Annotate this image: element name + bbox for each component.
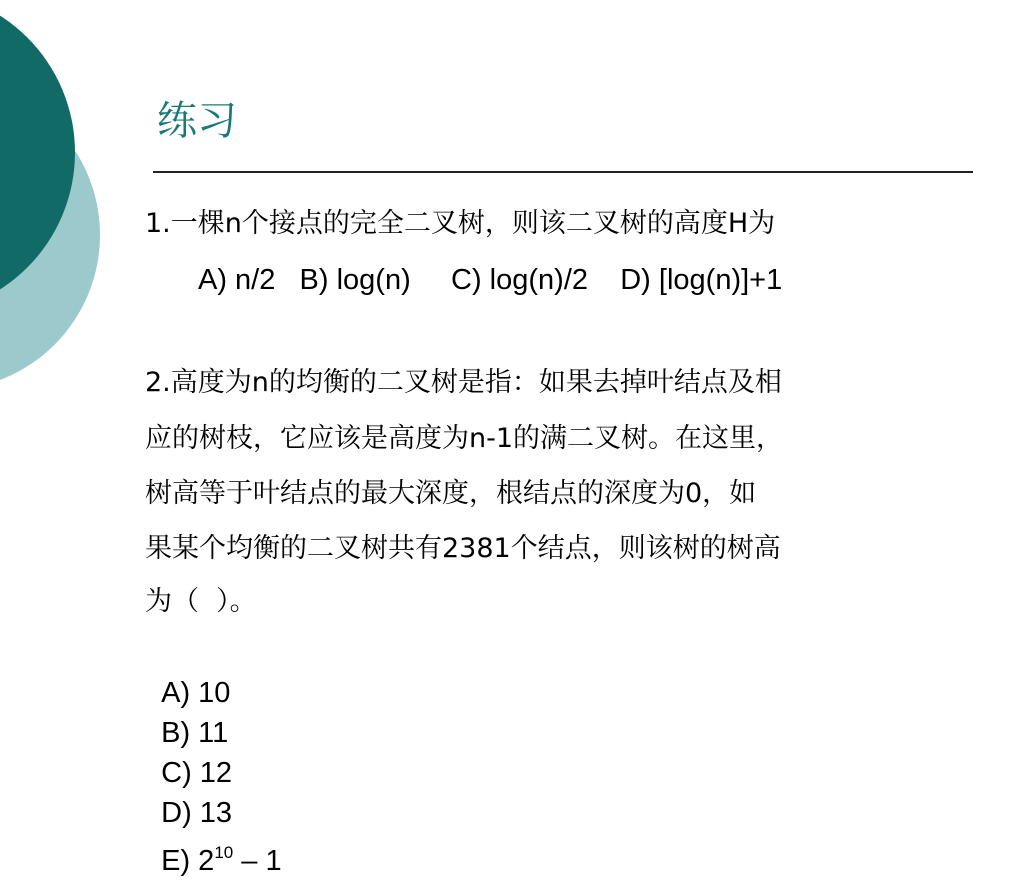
question-1-stem: 1.一棵n个接点的完全二叉树，则该二叉树的高度H为: [145, 208, 776, 239]
option-e: [161, 833, 281, 881]
option-e-base: E) 2: [161, 845, 215, 877]
option-c: C) 12: [161, 757, 233, 789]
option-a: A) 10: [161, 677, 231, 709]
question-1-options: A) n/2 B) log(n) C) log(n)/2 D) [log(n)]+1: [198, 264, 783, 296]
question-2-line-3: 树高等于叶结点的最大深度，根结点的深度为0，如: [145, 478, 757, 509]
title-underline: [153, 171, 973, 173]
question-2-line-2: 应的树枝，它应该是高度为n-1的满二叉树。在这里，: [145, 423, 784, 454]
question-2-line-4: 果某个均衡的二叉树共有2381个结点，则该树的树高: [145, 533, 781, 564]
slide-title: 练习: [157, 98, 237, 144]
option-e-exponent: 10: [214, 843, 234, 862]
question-2-options: [145, 633, 282, 881]
option-b: B) 11: [161, 717, 229, 749]
option-e-tail: – 1: [233, 845, 282, 877]
option-d: D) 13: [161, 797, 233, 829]
question-2-line-1: 2.高度为n的均衡的二叉树是指：如果去掉叶结点及相: [145, 367, 782, 398]
question-2-line-5: 为（ ）。: [145, 586, 257, 617]
